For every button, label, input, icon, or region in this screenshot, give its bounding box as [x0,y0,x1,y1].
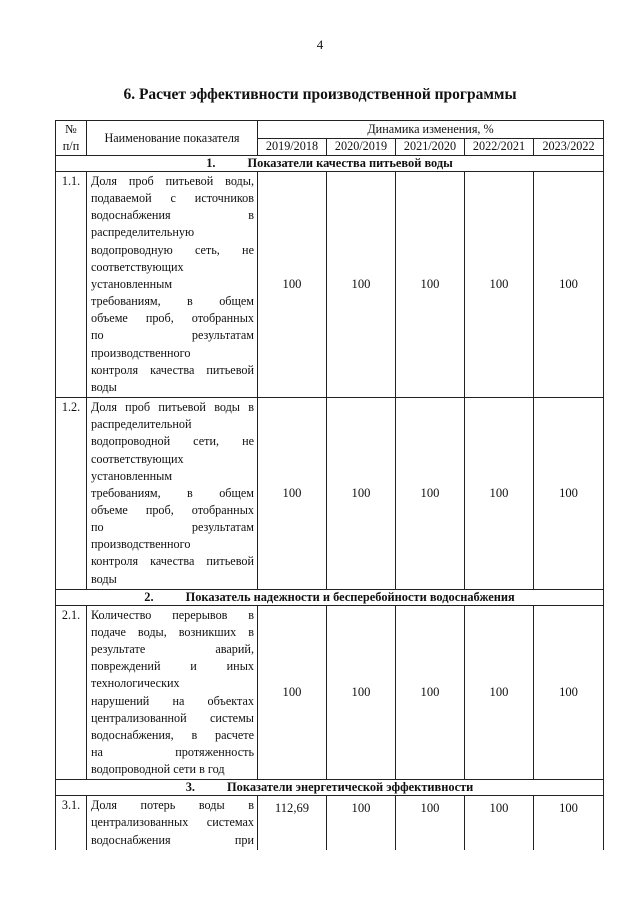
efficiency-table [55,120,604,850]
table-row [56,796,604,850]
header-row [56,121,604,139]
section-title-cell [56,156,604,172]
section-row [56,589,604,605]
value-cell: 100 [465,796,534,850]
indicator-name-line: контроля качества питьевой [91,554,254,569]
table-row [56,398,604,590]
value-cell: 100 [396,398,465,590]
value-cell: 100 [396,796,465,850]
indicator-name-line: водоснабжения при [91,832,254,847]
value-cell: 100 [327,796,396,850]
indicator-name-line: производственного [91,345,191,360]
indicator-name-line: объеме проб, отобранных [91,311,254,326]
value-cell: 100 [534,796,604,850]
indicator-name-line: нарушений на объектах [91,693,254,708]
indicator-name-line: установленным [91,276,173,291]
section-number: 1. [206,156,216,170]
indicator-name-line: водоснабжения в [91,208,254,223]
indicator-name-line: водопроводную сеть, не [91,242,254,257]
header-period: 2022/2021 [465,138,534,156]
row-number: 1.2. [56,398,87,590]
value-cell: 100 [258,398,327,590]
value-cell: 100 [534,172,604,398]
indicator-name-line: подаче воды, возникших в [91,624,254,639]
table-row [56,172,604,398]
value-cell: 100 [258,605,327,780]
indicator-name-line: Доля проб питьевой воды в [91,400,254,415]
indicator-name-line: подаваемой с источников [91,191,254,206]
value-cell: 100 [327,605,396,780]
indicator-name-line: воды [91,571,117,586]
page-number: 4 [316,37,324,52]
indicator-name-line: по результатам [91,520,254,535]
indicator-name-line: Количество перерывов в [91,607,254,622]
indicator-name [87,605,258,780]
value-cell: 100 [465,172,534,398]
section-row [56,780,604,796]
indicator-name-line: требованиям, в общем [91,485,254,500]
table-body [56,121,604,850]
header-period: 2021/2020 [396,138,465,156]
header-period: 2019/2018 [258,138,327,156]
indicator-name [87,398,258,590]
indicator-name-line: распределительной [91,417,192,432]
indicator-name-line: на протяженность [91,745,254,759]
indicator-name-line: объеме проб, отобранных [91,502,254,517]
indicator-name-line: требованиям, в общем [91,294,254,309]
indicator-name-line: повреждений и иных [91,659,254,674]
row-number: 2.1. [56,605,87,780]
indicator-name-line: Доля проб питьевой воды, [91,174,254,188]
indicator-name-line: установленным [91,468,173,483]
indicator-name [87,172,258,398]
indicator-name-line: водопроводной сети в год [91,762,225,777]
indicator-name-line: соответствующих [91,259,184,274]
value-cell: 112,69 [258,796,327,850]
header-num-cell [56,121,87,156]
row-number: 3.1. [56,796,87,850]
indicator-name-line: производственного [91,537,191,552]
section-title-cell [56,780,604,796]
header-num-bottom: п/п [62,139,80,153]
indicator-name-line: централизованных системах [91,815,254,830]
section-title: Показатели качества питьевой воды [247,156,453,170]
indicator-name-line: результате аварий, [91,642,254,657]
indicator-name-line: Доля потерь воды в [91,798,254,813]
value-cell: 100 [465,605,534,780]
section-number: 3. [185,780,196,795]
page-title: 6. Расчет эффективности производственной программы [123,86,517,103]
header-name: Наименование показателя [87,121,258,156]
value-cell: 100 [396,605,465,780]
indicator-name-line: соответствующих [91,451,184,466]
indicator-name-line: распределительную [91,225,195,240]
section-number: 2. [144,589,154,604]
value-cell: 100 [534,605,604,780]
indicator-name-line: по результатам [91,328,254,343]
value-cell: 100 [258,172,327,398]
value-cell: 100 [534,398,604,590]
section-title: Показатели энергетической эффективности [227,780,474,795]
header-num-top: № [65,122,77,136]
value-cell: 100 [327,398,396,590]
value-cell: 100 [396,172,465,398]
indicator-name-line: централизованной системы [91,710,254,725]
row-number: 1.1. [56,172,87,398]
header-period: 2023/2022 [534,138,604,156]
table-row [56,605,604,780]
section-row [56,156,604,172]
value-cell: 100 [465,398,534,590]
indicator-name-line: контроля качества питьевой [91,362,254,377]
header-period: 2020/2019 [327,138,396,156]
indicator-name-line: водоснабжения, в расчете [91,727,254,742]
indicator-name-line: воды [91,379,117,394]
value-cell: 100 [327,172,396,398]
section-title-cell [56,589,604,605]
section-title: Показатель надежности и бесперебойности водоснабжения [185,589,515,604]
header-dynamics: Динамика изменения, % [258,121,604,139]
indicator-name-line: технологических [91,676,180,691]
indicator-name-line: водопроводной сети, не [91,434,254,449]
indicator-name [87,796,258,850]
